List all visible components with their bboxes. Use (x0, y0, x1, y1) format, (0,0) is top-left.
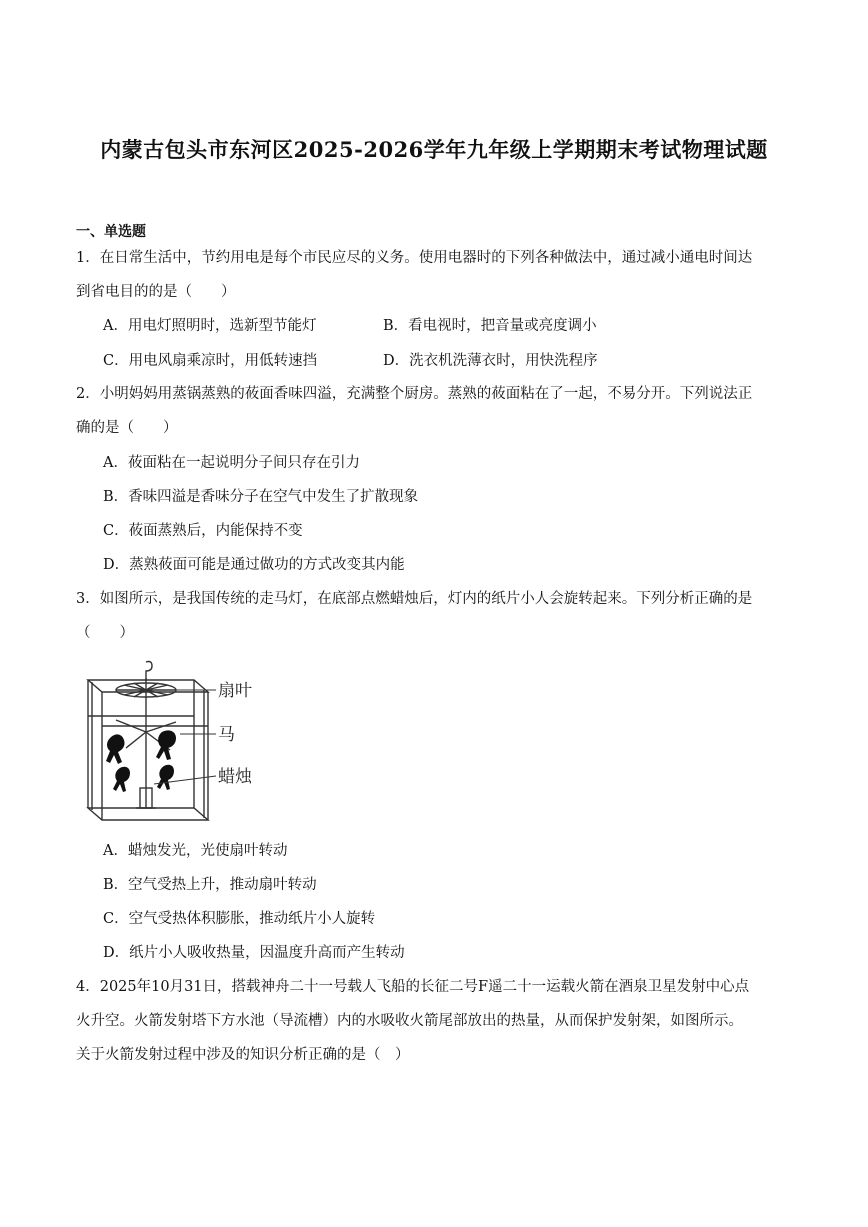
question-3-line-1: 3．如图所示，是我国传统的走马灯，在底部点燃蜡烛后，灯内的纸片小人会旋转起来。下列分析正确的是 (76, 591, 753, 607)
section-heading: 一、单选题 (76, 224, 146, 240)
revolving-lantern-figure (76, 658, 276, 828)
question-3-stem (76, 582, 796, 650)
question-1-line-1: 1．在日常生活中，节约用电是每个市民应尽的义务。使用电器时的下列各种做法中，通过减小通电时间达 (76, 250, 753, 266)
question-3-option-c: C．空气受热体积膨胀，推动纸片小人旋转 (103, 911, 376, 927)
question-1-option-c: C．用电风扇乘凉时，用低转速挡 (103, 353, 318, 369)
question-1-option-b: B．看电视时，把音量或亮度调小 (383, 318, 597, 334)
question-4-line-3: 关于火箭发射过程中涉及的知识分析正确的是（ ） (76, 1047, 410, 1063)
question-2-option-b: B．香味四溢是香味分子在空气中发生了扩散现象 (103, 489, 419, 505)
question-2-option-a: A．莜面粘在一起说明分子间只存在引力 (103, 455, 360, 471)
question-3-option-a: A．蜡烛发光，光使扇叶转动 (103, 843, 288, 859)
question-3-option-d: D．纸片小人吸收热量，因温度升高而产生转动 (103, 945, 405, 961)
figure-label-fan-blade: 扇叶 (218, 681, 252, 701)
question-4-stem (76, 970, 796, 1072)
question-1-option-d: D．洗衣机洗薄衣时，用快洗程序 (383, 353, 598, 369)
question-3-option-b: B．空气受热上升，推动扇叶转动 (103, 877, 317, 893)
question-3-line-2: （ ） (76, 625, 134, 641)
question-4-line-2: 火升空。火箭发射塔下方水池（导流槽）内的水吸收火箭尾部放出的热量，从而保护发射架，如图所示。 (76, 1013, 743, 1029)
question-2-option-c: C．莜面蒸熟后，内能保持不变 (103, 523, 303, 539)
page-title: 内蒙古包头市东河区2025-2026学年九年级上学期期末考试物理试题 (100, 137, 768, 162)
question-4-line-1: 4．2025年10月31日，搭载神舟二十一号载人飞船的长征二号F遥二十一运载火箭在酒泉卫星发射中心点 (76, 979, 750, 995)
question-2-line-2: 确的是（ ） (76, 420, 178, 436)
question-2-line-1: 2．小明妈妈用蒸锅蒸熟的莜面香味四溢，充满整个厨房。蒸熟的莜面粘在了一起，不易分开。下列说法正 (76, 386, 753, 402)
figure-label-horse: 马 (218, 725, 235, 745)
question-1-option-a: A．用电灯照明时，选新型节能灯 (103, 318, 317, 334)
figure-label-candle: 蜡烛 (218, 767, 252, 787)
question-1-stem (76, 241, 796, 309)
question-2-stem (76, 377, 796, 445)
question-1-line-2: 到省电目的的是（ ） (76, 284, 236, 300)
question-2-option-d: D．蒸熟莜面可能是通过做功的方式改变其内能 (103, 557, 405, 573)
